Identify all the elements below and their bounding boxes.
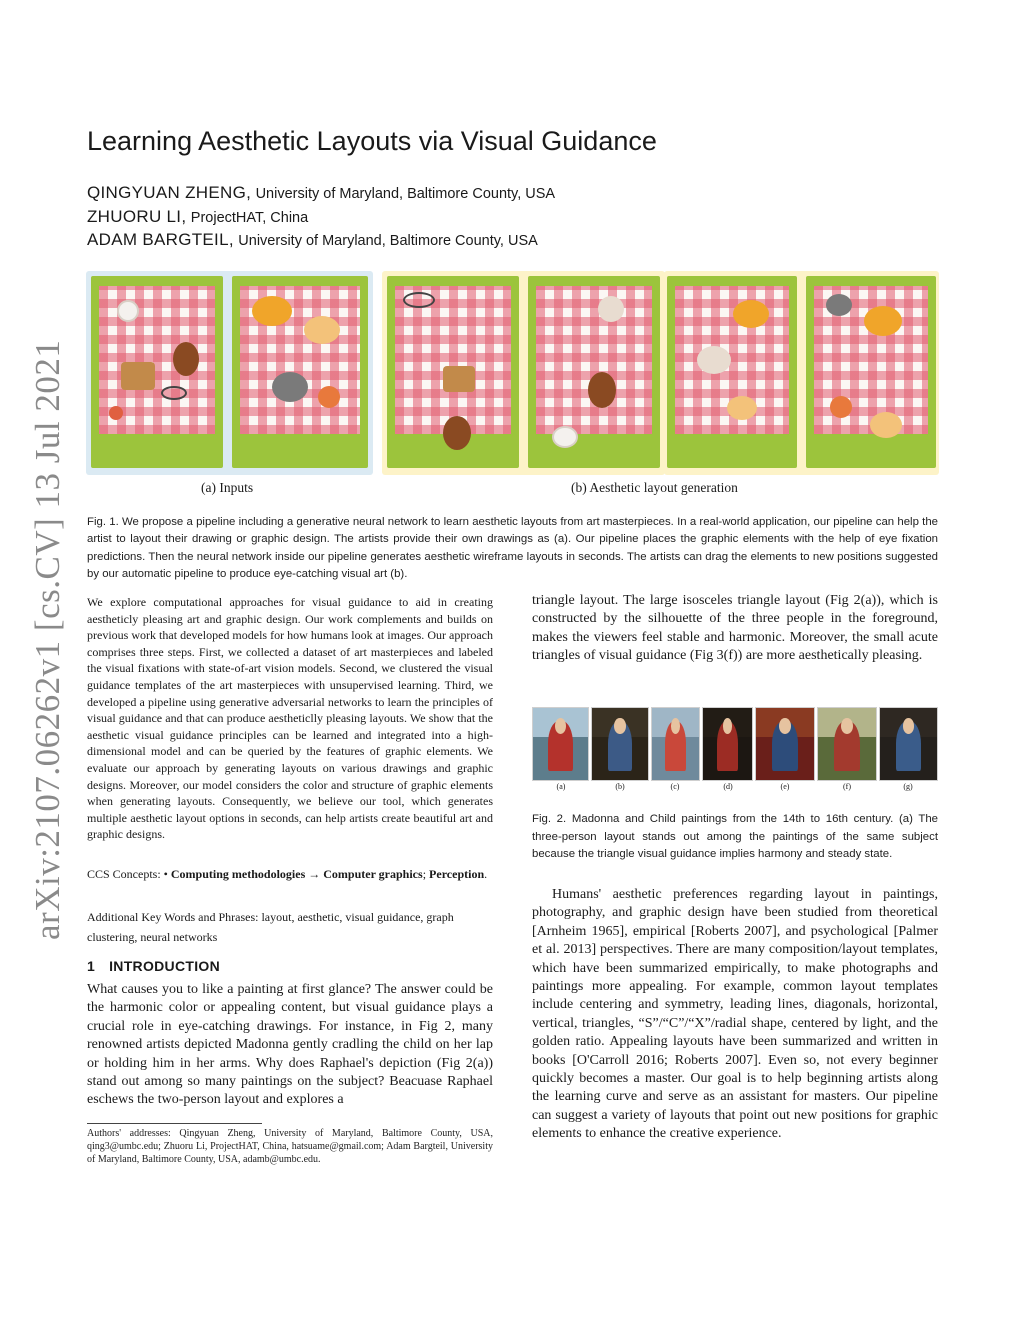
paper-title: Learning Aesthetic Layouts via Visual Guidance [87, 126, 657, 156]
painting-e [755, 707, 815, 781]
painting-b [591, 707, 649, 781]
body-paragraph: triangle layout. The large isosceles triangle layout (Fig 2(a)), which is constructed by the silhouette of the three people in the foreground, makes the viewers feel stable and harmonic. Moreover, the small acute triangles of visual guidance (Fig 3(f)) are more aesthetically pleasing. [532, 593, 938, 664]
orange-icon [318, 386, 340, 408]
ccs-concept: Perception [429, 867, 485, 881]
painting-a [532, 707, 589, 781]
hat-icon [117, 300, 139, 322]
painting-label: (e) [780, 782, 790, 791]
painting-d [702, 707, 753, 781]
ccs-concepts [87, 865, 493, 883]
section-number: 1 [87, 958, 96, 974]
author-entry [87, 207, 555, 231]
author-affiliation: University of Maryland, Baltimore County, USA [255, 186, 556, 202]
fruit-icon [109, 406, 123, 420]
generated-layout [387, 276, 519, 468]
painting-label: (b) [615, 782, 625, 791]
figure-2-caption: Fig. 2. Madonna and Child paintings from the 14th to 16th century. (a) The three-person layout stands out among the paintings of the same subject because the triangle visual guidance implies harmony and steady state. [532, 813, 938, 860]
painting-label: (f) [843, 782, 851, 791]
cat-icon [697, 346, 731, 374]
author-entry [87, 230, 555, 254]
figure-1-caption: Fig. 1. We propose a pipeline including a generative neural network to learn aesthetic layouts from art masterpieces. In a real-world application, our pipeline can help the artist to layout their drawing or graphic design. The artists provide their own drawings as (a). Our pipeline places the graphic elements with the help of eye fixation predictions. Then the neural network inside our pipeline generates aesthetic wireframe layouts in seconds. The artists can drag the elements to new positions suggested by our automatic pipeline to produce eye-catching visual art (b). [87, 516, 938, 580]
ccs-separator: ; [422, 867, 427, 881]
dog-icon [733, 300, 769, 328]
keywords: Additional Key Words and Phrases: layout, aesthetic, visual guidance, graph clustering, neural networks [87, 910, 454, 944]
dog-icon [864, 306, 902, 336]
hat-icon [598, 296, 624, 322]
guitar-icon [173, 342, 199, 376]
author-affiliation: University of Maryland, Baltimore County, USA [238, 233, 538, 249]
orange-icon [830, 396, 852, 418]
painting-g [879, 707, 938, 781]
input-drawing-animals [232, 276, 368, 468]
basket-icon [443, 366, 475, 392]
figure-1-subcaption-b: (b) Aesthetic layout generation [571, 480, 738, 495]
author-affiliation: ProjectHAT, China [190, 209, 309, 226]
cup-icon [552, 426, 578, 448]
painting-label: (a) [556, 782, 566, 791]
authors-address-footnote: Authors' addresses: Qingyuan Zheng, University of Maryland, Baltimore County, USA, qing3@umbc.edu; Zhuoru Li, ProjectHAT, China, hatsuame@gmail.com; Adam Bargteil, University of Maryland, Baltimore County, USA, adamb@umbc.edu. [87, 1128, 493, 1165]
figure-1-teaser [86, 271, 939, 475]
arxiv-identifier: arXiv:2107.06262v1 [cs.CV] 13 Jul 2021 [28, 339, 67, 940]
abstract: We explore computational approaches for visual guidance to aid in creating aestheticly pleasing art and graphic design. Our work complements and builds on previous work that developed models for how humans look at images. Our approach comprises three steps. First, we collected a dataset of art masterpieces and labeled the visual fixations with state-of-art vision models. Second, we clustered the visual guidance templates of the art masterpieces with unsupervised learning. Third, we developed a pipeline using generative adversarial networks to learn the principles of visual guidance and that can produce aestheticlly pleasing layouts. We show that the aesthetic visual guidance principles can be learned and integrated into a high-dimensional model and can be queried by the features of graphic elements. We evaluate our approach by generating layouts on various drawings and graphic designs. Moreover, our model considers the color and structure of graphic elements when generating layouts. Consequently, we believe our tool, which generates multiple aesthetic layout options in seconds, can help artists create beautiful art and graphic designs. [87, 595, 493, 842]
input-drawing-objects [91, 276, 223, 468]
painting-f [817, 707, 877, 781]
author-name: ADAM BARGTEIL, [87, 230, 234, 249]
painting-label: (d) [723, 782, 733, 791]
guitar-icon [443, 416, 471, 450]
ccs-arrow: → [305, 867, 324, 881]
ccs-prefix: CCS Concepts: • [87, 867, 171, 881]
section-title: INTRODUCTION [109, 958, 221, 974]
dog-icon [252, 296, 292, 326]
intro-paragraph: What causes you to like a painting at first glance? The answer could be the harmonic color or appealing content, but visual guidance plays a crucial role in eye-catching drawings. For instance, in Fig 2, many renowned artists depicted Madonna gently cradling the child on her lap or holding him in her arms. Why does Raphael's depiction (Fig 2(a)) stand out among so many paintings on the subject? Beacuase Raphael eschews the two-person layout and explores a [87, 982, 493, 1108]
painting-label: (g) [903, 782, 913, 791]
basket-icon [121, 362, 155, 390]
section-heading [87, 958, 493, 974]
leaves-icon [727, 396, 757, 420]
ccs-end: . [484, 867, 488, 881]
bicycle-icon [161, 386, 187, 400]
cat-icon [304, 316, 340, 344]
figure-1-inputs-panel [86, 271, 373, 475]
figure-1-subcaption-a: (a) Inputs [201, 480, 254, 495]
bowl-icon [272, 372, 308, 402]
figure-2-paintings [532, 707, 938, 781]
guitar-icon [588, 372, 616, 408]
ccs-concept: Computing methodologies [170, 867, 306, 881]
footnote-rule [87, 1123, 262, 1124]
bowl-icon [826, 294, 852, 316]
figure-2-labels [532, 782, 938, 794]
cat-icon [870, 412, 902, 438]
author-name: QINGYUAN ZHENG, [87, 183, 252, 202]
painting-label: (c) [670, 782, 680, 791]
figure-1-generation-panel-a [382, 271, 665, 475]
generated-layout [667, 276, 797, 468]
bicycle-icon [403, 292, 435, 308]
author-entry [87, 183, 555, 207]
figure-1-generation-panel-b [664, 271, 939, 475]
generated-layout [528, 276, 660, 468]
painting-c [651, 707, 700, 781]
ccs-concept: Computer graphics [323, 867, 423, 881]
body-paragraph: Humans' aesthetic preferences regarding layout in paintings, photography, and graphic design have been studied from theoretical [Arnheim 1965], empirical [Roberts 2007], and psychological [Palmer et al. 2013] perspectives. There are many composition/layout templates, which have been summarized empirically, to make photographs and paintings more appealing. For example, common layout templates include centering and symmetry, leading lines, diagonals, horizontal, vertical, triangles, “S”/“C”/“X”/radial shape, centered by light, and the golden ratio. Appealing layouts have been summarized and written in books [O'Carroll 2016; Roberts 2007]. Even so, not every beginner quickly becomes a master. Our goal is to help beginning artists along the learning curve and serve as an assistant for masters. Our pipeline can suggest a variety of layouts that point out new positions for graphic elements to enhance the creative experience. [532, 887, 938, 1142]
author-list [87, 183, 555, 254]
author-name: ZHUORU LI, [87, 206, 187, 226]
generated-layout [806, 276, 936, 468]
